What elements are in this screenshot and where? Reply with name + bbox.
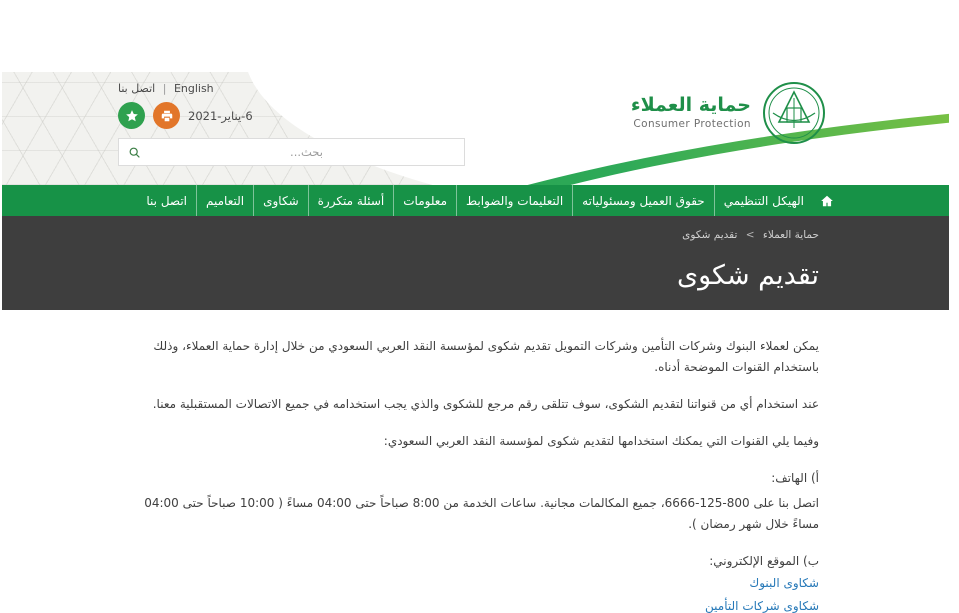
nav-item-org-structure[interactable]: الهيكل التنظيمي <box>714 185 813 216</box>
website-section-heading: ب) الموقع الإلكتروني: <box>709 554 819 568</box>
page-left-edge <box>0 72 2 597</box>
printer-icon[interactable] <box>153 102 180 129</box>
nav-item-information[interactable]: معلومات <box>393 185 456 216</box>
breadcrumb-separator: > <box>745 229 755 241</box>
breadcrumb-item-home[interactable]: حماية العملاء <box>762 229 819 241</box>
intro-paragraph-3: وفيما يلي القنوات التي يمكنك استخدامها لتقديم شكوى لمؤسسة النقد العربي السعودي: <box>383 434 819 448</box>
phone-section-heading: أ) الهاتف: <box>771 471 819 485</box>
nav-item-complaints[interactable]: شكاوى <box>253 185 308 216</box>
link-bank-complaints[interactable]: شكاوى البنوك <box>749 576 819 590</box>
logo-title-ar: حماية العملاء <box>630 94 751 117</box>
page-content <box>0 310 949 613</box>
current-date: 6-يناير-2021 <box>188 108 253 123</box>
page-title-band <box>0 216 949 310</box>
star-icon[interactable] <box>118 102 145 129</box>
site-logo[interactable] <box>631 78 829 148</box>
nav-item-instructions[interactable]: التعليمات والضوابط <box>456 185 572 216</box>
phone-section-text: اتصل بنا على 800-125-6666، جميع المكالمات مجانية. ساعات الخدمة من 8:00 صباحاً حتى 04:00 مساءً ( 10:00 صباحاً حتى 04:00 مساءً خلال شهر رمضان ). <box>144 496 819 531</box>
home-icon[interactable] <box>813 185 841 216</box>
intro-paragraph-2: عند استخدام أي من قنواتنا لتقديم الشكوى، سوف تتلقى رقم مرجع للشكوى والذي يجب استخدامه في جميع الاتصالات المستقبلية معنا. <box>152 397 819 411</box>
utility-icon-row <box>118 102 255 129</box>
nav-item-customer-rights[interactable]: حقوق العميل ومسئولياته <box>572 185 714 216</box>
nav-item-contact-us[interactable]: اتصل بنا <box>146 193 187 208</box>
link-insurance-complaints[interactable]: شكاوى شركات التأمين <box>705 599 819 613</box>
site-header <box>0 72 949 185</box>
search-input[interactable] <box>149 144 464 160</box>
sama-emblem-icon <box>759 78 829 148</box>
nav-item-faq[interactable]: أسئلة متكررة <box>308 185 394 216</box>
intro-paragraph-1: يمكن لعملاء البنوك وشركات التأمين وشركات التمويل تقديم شكوى لمؤسسة النقد العربي السعودي من خلال إدارة حماية العملاء، وذلك باستخدام القنوات الموضحة أدناه. <box>153 339 819 374</box>
search-icon[interactable] <box>119 140 149 164</box>
breadcrumb <box>682 229 819 241</box>
breadcrumb-item-current: تقديم شكوى <box>682 229 738 241</box>
page-right-gutter <box>949 0 959 597</box>
contact-link[interactable]: اتصل بنا <box>118 82 156 95</box>
main-navigation <box>0 185 949 216</box>
search-bar[interactable] <box>118 138 465 166</box>
logo-title-en: Consumer Protection <box>633 117 751 130</box>
utility-links <box>118 82 214 95</box>
page-title: تقديم شكوى <box>676 260 819 292</box>
english-link[interactable]: English <box>173 82 214 95</box>
nav-item-circulars[interactable]: التعاميم <box>196 185 253 216</box>
utility-separator: | <box>162 82 167 95</box>
site-container <box>0 72 949 613</box>
